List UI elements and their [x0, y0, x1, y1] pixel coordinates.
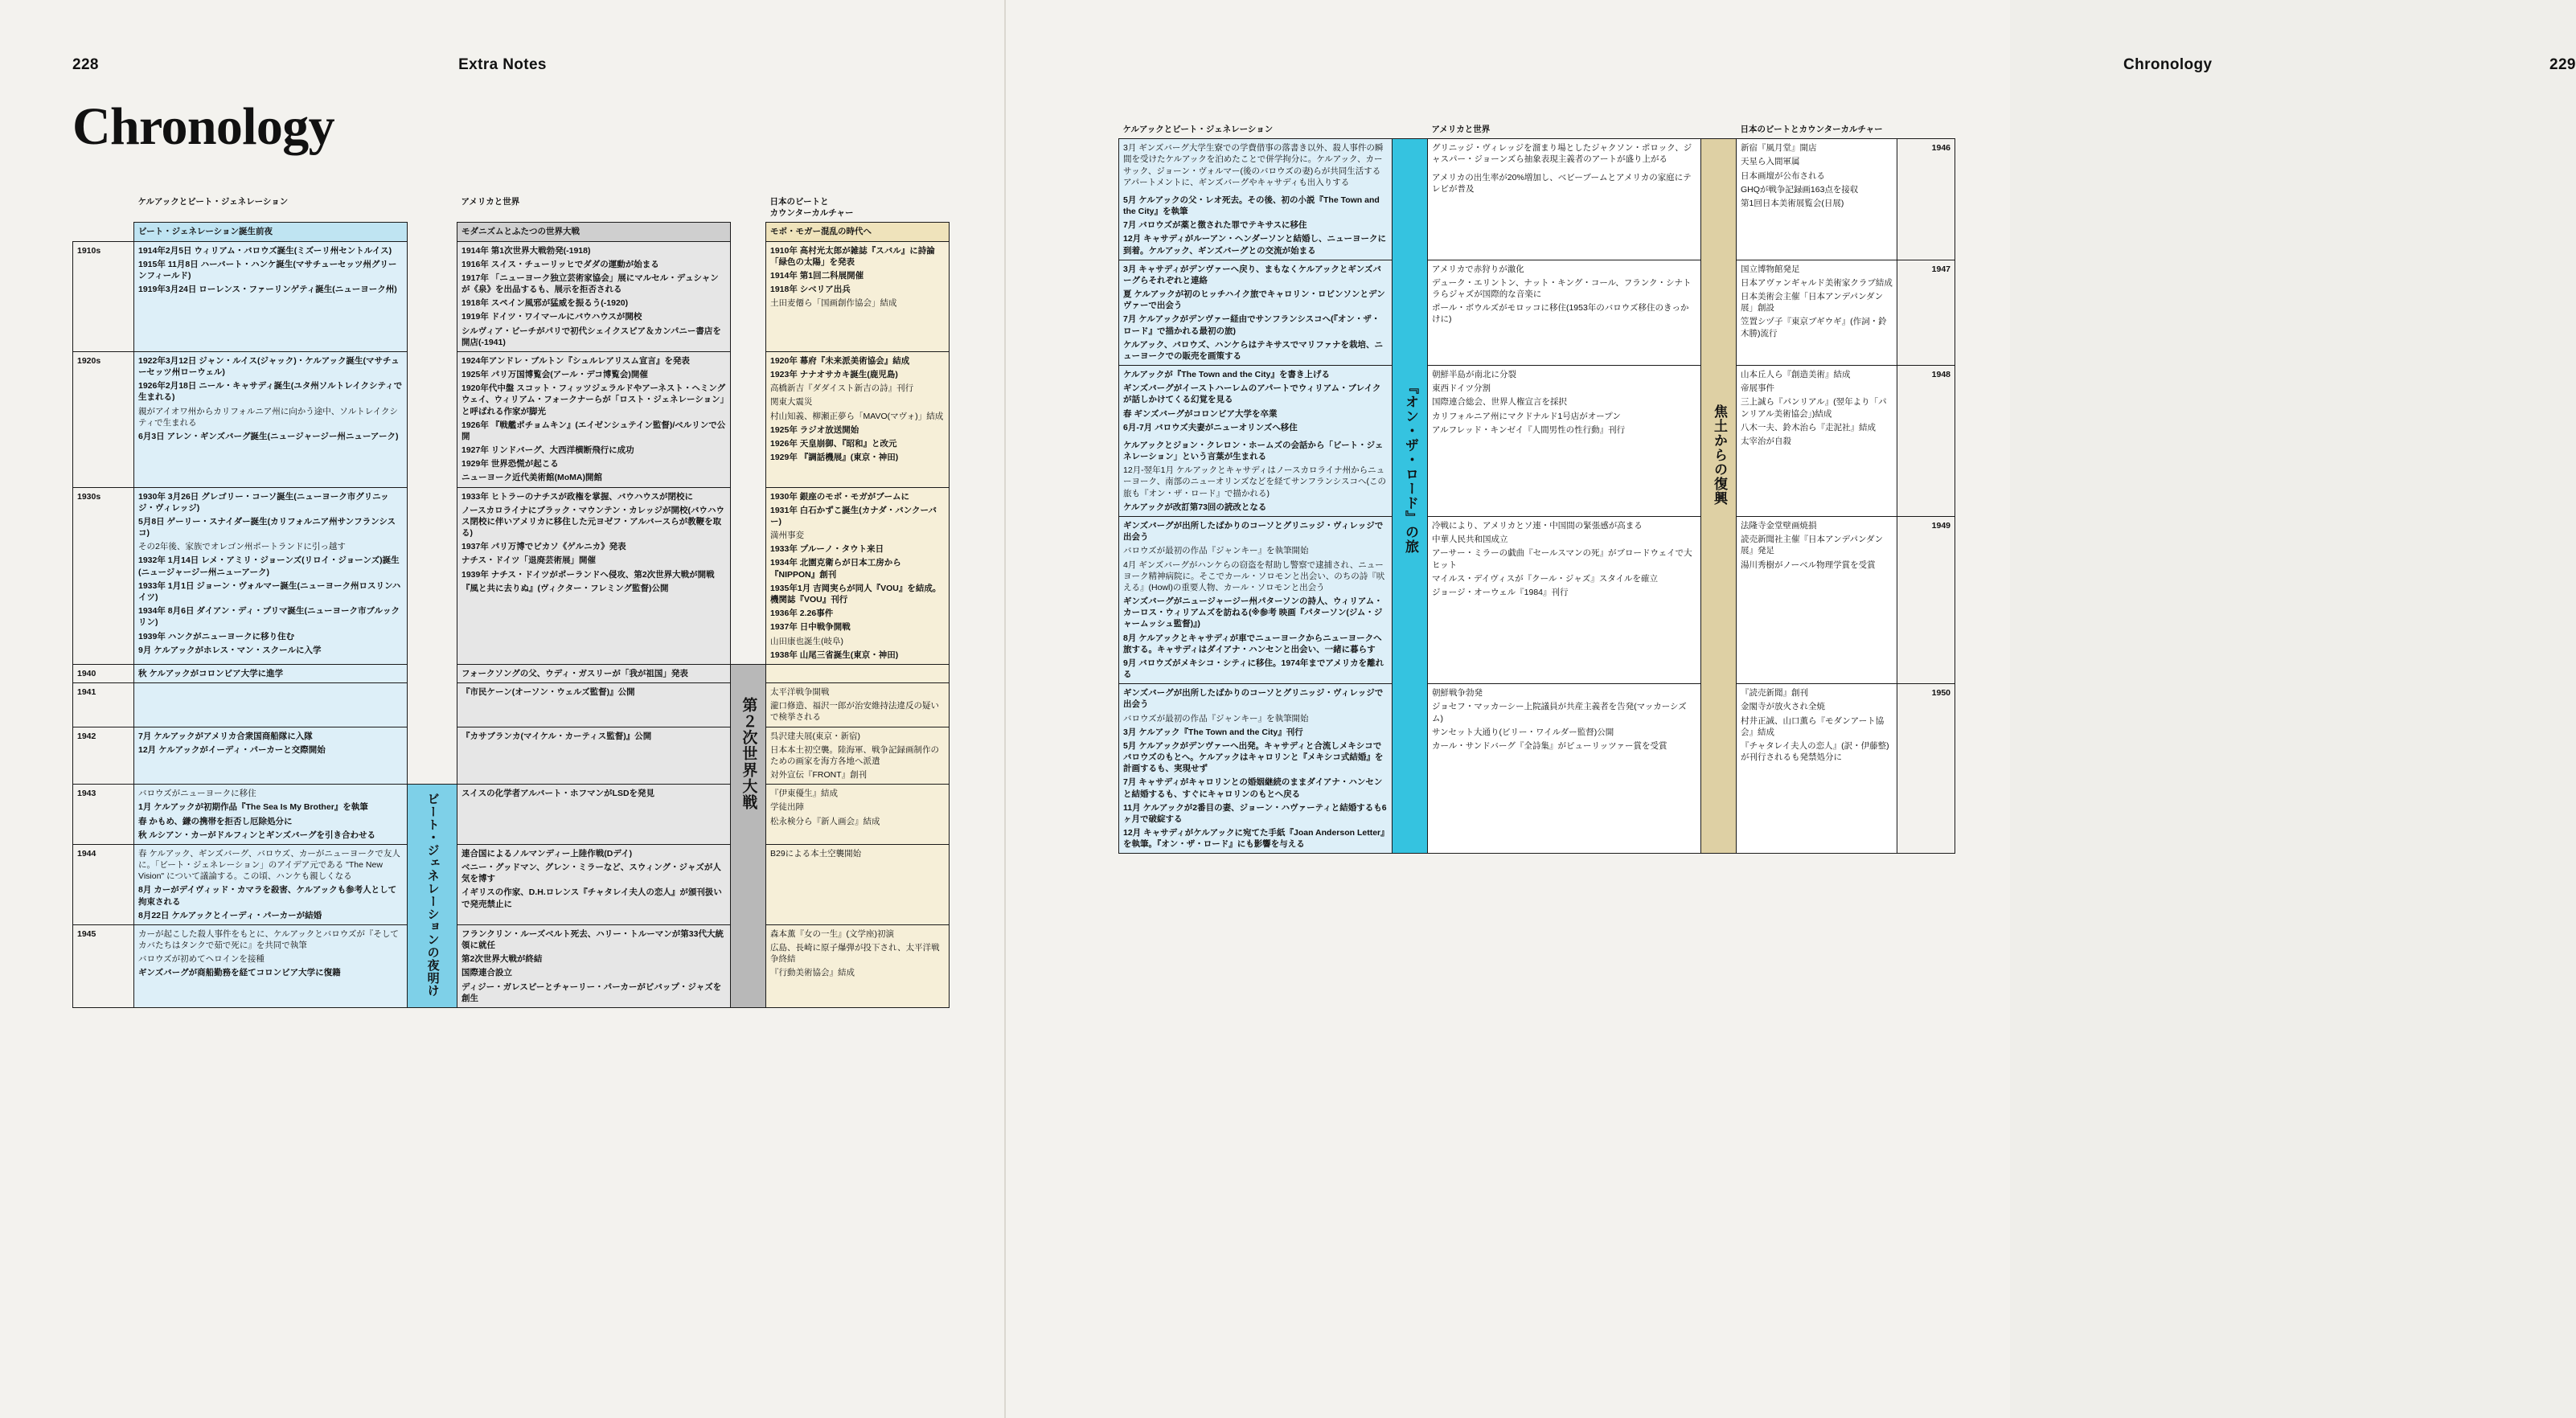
- row-year-label: 1950: [1897, 684, 1955, 854]
- cell-america: 連合国によるノルマンディー上陸作戦(Dデイ) ベニー・グッドマン、グレン・ミラーなど、スウィング・ジャズが人気を博す イギリスの作家、D.H.ロレンス『チャタレイ夫人の恋人』が頒刊扱いで発売禁止に: [457, 844, 731, 924]
- year-column-header: [1897, 121, 1955, 139]
- cell-america: アメリカで赤狩りが激化 デューク・エリントン、ナット・キング・コール、フランク・シナトラらジャズが国際的な音楽に ポール・ボウルズがモロッコに移住(1953年のバロウズ移住のきっかけに): [1428, 260, 1701, 365]
- cell-japan: 『伊東優生』結成 学徒出陣 松永検分ら『新人画会』結成: [766, 785, 950, 845]
- cell-america: スイスの化学者アルバート・ホフマンがLSDを発見: [457, 785, 731, 845]
- row-year-label: 1942: [73, 727, 134, 785]
- page-title: Chronology: [72, 97, 334, 156]
- band-america: モダニズムとふたつの世界大戦: [457, 223, 731, 241]
- vertical-banner-on-the-road: 『オン・ザ・ロード』の旅: [1393, 139, 1428, 854]
- row-year-label: 1910s: [73, 241, 134, 351]
- chronology-table-left: [72, 193, 950, 1008]
- cell-kerouac: 春 ケルアック、ギンズバーグ、バロウズ、カーがニューヨークで友人に。「ビート・ジェネレーション」のアイデア元である "The New Vision" について議論する。この頃、ハンケも親しくなる 8月 カーがデイヴィッド・カマラを殺害、ケルアックも参考人として拘束される 8月22日 ケルアックとイーディ・パーカーが結婚: [134, 844, 408, 924]
- folio-left: 228: [72, 56, 99, 73]
- right-page: [1005, 0, 2576, 1418]
- cell-america: 『カサブランカ(マイケル・カーティス監督)』公開: [457, 727, 731, 785]
- running-head-right: Chronology: [2123, 56, 2213, 73]
- cell-kerouac: 7月 ケルアックがアメリカ合衆国商船隊に入隊 12月 ケルアックがイーディ・パーカーと交際開始: [134, 727, 408, 785]
- running-head-left: Extra Notes: [458, 56, 547, 73]
- col-header-america: アメリカと世界: [457, 193, 731, 223]
- corner-cell: [73, 193, 134, 223]
- cell-america: 朝鮮戦争勃発 ジョセフ・マッカーシー上院議員が共産主義者を告発(マッカーシズム) サンセット大通り(ビリー・ワイルダー監督)公開 カール・サンドバーグ『全詩集』がピューリッツァー賞を受賞: [1428, 684, 1701, 854]
- cell-japan: 呉沢建夫展(東京・新宿) 日本本土初空襲。陸海軍、戦争記録画制作のための画家を海方各地へ派遣 対外宣伝『FRONT』創刊: [766, 727, 950, 785]
- row-year-label: 1944: [73, 844, 134, 924]
- cell-america: グリニッジ・ヴィレッジを溜まり場としたジャクソン・ポロック、ジャスパー・ジョーンズら抽象表現主義者のアートが盛り上がる アメリカの出生率が20%増加し、ベビーブームとアメリカの家庭にテレビが普及: [1428, 139, 1701, 260]
- cell-america: 朝鮮半島が南北に分裂 東西ドイツ分割 国際連合総会、世界人権宣言を採択 カリフォルニア州にマクドナルド1号店がオープン アルフレッド・キンゼイ『人間男性の性行動』刊行: [1428, 366, 1701, 517]
- table-row: [1119, 516, 1955, 683]
- table-row: [73, 844, 950, 924]
- table-row: [1119, 366, 1955, 517]
- cell-kerouac: バロウズがニューヨークに移住 1月 ケルアックが初期作品『The Sea Is My Brother』を執筆 春 かもめ、鎌の携帯を拒否し厄除処分に 秋 ルシアン・カーがドルフィンとギンズバーグを引き合わせる: [134, 785, 408, 845]
- cell-japan: 法隆寺金堂壁画焼損 読売新聞社主催『日本アンデパンダン展』発足 湯川秀樹がノーベル物理学賞を受賞: [1737, 516, 1897, 683]
- spacer-cell-1: [1393, 121, 1428, 139]
- table-row: [73, 727, 950, 785]
- row-year-label: 1940: [73, 664, 134, 682]
- vertical-banner-reconstruction: 焦土からの復興: [1701, 139, 1737, 854]
- row-year-label: 1920s: [73, 351, 134, 487]
- spacer-cell-1: [408, 193, 457, 223]
- col-header-america: アメリカと世界: [1428, 121, 1701, 139]
- table-header-row: [73, 193, 950, 223]
- cell-america: 1914年 第1次世界大戦勃発(-1918) 1916年 スイス・チューリッヒでダダの運動が始まる 1917年 「ニューヨーク独立芸術家協会」展にマルセル・デュシャンが《泉》を出品するも、展示を拒否される 1918年 スペイン風邪が猛威を振るう(-1920) 1919年 ドイツ・ワイマールにバウハウスが開校 シルヴィア・ビーチがパリで初代シェイクスピア＆カンパニー書店を開店(-1941): [457, 241, 731, 351]
- cell-kerouac: 1914年2月5日 ウィリアム・バロウズ誕生(ミズーリ州セントルイス) 1915年 11月8日 ハーバート・ハンケ誕生(マサチューセッツ州グリーンフィールド) 1919年3月24日 ローレンス・ファーリンゲティ誕生(ニューヨーク州): [134, 241, 408, 351]
- band-kerouac: ビート・ジェネレーション誕生前夜: [134, 223, 408, 241]
- col-header-japan: 日本のビートとカウンターカルチャー: [1737, 121, 1897, 139]
- cell-kerouac: ギンズバーグが出所したばかりのコーソとグリニッジ・ヴィレッジで出会う バロウズが最初の作品『ジャンキー』を執筆開始 3月 ケルアック『The Town and the City』刊行 5月 ケルアックがデンヴァーへ出発。キャサディと合流しメキシコでバロウズのもとへ。ケルアックはキャロリンと『メキシコ式結婚』を計画するも、実現せず 7月 キャサディがキャロリンとの婚姻継続のままダイアナ・ハンセンと結婚するも、すぐにキャロリンのもとへ戻る 11月 ケルアックが2番目の妻、ジョーン・ハヴァーティと結婚するも6ヶ月で破綻する 12月 キャサディがケルアックに宛てた手紙『Joan Anderson Letter』を執筆。『オン・ザ・ロード』にも影響を与える: [1119, 684, 1393, 854]
- row-year-label: 1945: [73, 924, 134, 1007]
- table-row: [73, 785, 950, 845]
- table-row: [73, 664, 950, 682]
- cell-america: 1924年アンドレ・ブルトン『シュルレアリスム宣言』を発表 1925年 パリ万国博覧会(アール・デコ博覧会)開催 1920年代中盤 スコット・フィッツジェラルドやアーネスト・ヘミングウェイ、ウィリアム・フォークナーらが「ロスト・ジェネレーション」と呼ばれる作家が脚光 1926年 『戦艦ポチョムキン』(エイゼンシュテイン監督)/ベルリンで公開 1927年 リンドバーグ、大西洋横断飛行に成功 1929年 世界恐慌が起こる ニューヨーク近代美術館(MoMA)開館: [457, 351, 731, 487]
- row-year-label: 1947: [1897, 260, 1955, 365]
- cell-japan: B29による本土空襲開始: [766, 844, 950, 924]
- cell-japan: 森本薫『女の一生』(文学座)初演 広島、長崎に原子爆弾が投下され、太平洋戦争終結 『行動美術協会』結成: [766, 924, 950, 1007]
- cell-america: フランクリン・ルーズベルト死去、ハリー・トルーマンが第33代大統領に就任 第2次世界大戦が終結 国際連合設立 ディジー・ガレスピーとチャーリー・パーカーがビバップ・ジャズを創生: [457, 924, 731, 1007]
- row-year-label: 1948: [1897, 366, 1955, 517]
- vertical-banner-wwii: 第２次世界大戦: [731, 664, 766, 1007]
- row-year-label: 1946: [1897, 139, 1955, 260]
- table-row: [73, 487, 950, 664]
- cell-kerouac: 3月 キャサディがデンヴァーへ戻り、まもなくケルアックとギンズバーグらそれぞれと連絡 夏 ケルアックが初のヒッチハイク旅でキャロリン・ロビンソンとデンヴァーで出会う 7月 ケルアックがデンヴァー経由でサンフランシスコへ(『オン・ザ・ロード』で描かれる最初の旅) ケルアック、バロウズ、ハンケらはテキサスでマリファナを栽培、ニューヨークでの販売を画策する: [1119, 260, 1393, 365]
- col-header-japan: 日本のビートと カウンターカルチャー: [766, 193, 950, 223]
- cell-kerouac: カーが起こした殺人事件をもとに、ケルアックとバロウズが『そしてカバたちはタンクで茹で死に』を共同で執筆 バロウズが初めてヘロインを接種 ギンズバーグが商船勤務を経てコロンビア大学に復籍: [134, 924, 408, 1007]
- folio-right: 229: [2549, 56, 2576, 73]
- row-year-label: 1941: [73, 683, 134, 727]
- left-page: [0, 0, 1005, 1418]
- cell-japan: 新宿『風月堂』開店 天星ら入間軍属 日本画壇が公布される GHQが戦争記録画163点を接収 第1回日本美術展覧会(日展): [1737, 139, 1897, 260]
- table-row: [73, 683, 950, 727]
- cell-japan: 1920年 幕府『未来派美術協会』結成 1923年 ナナオサカキ誕生(鹿児島) 高橋新吉『ダダイスト新吉の詩』刊行 関東大震災 村山知義、柳瀬正夢ら「MAVO(マヴォ)」結成 1925年 ラジオ放送開始 1926年 天皇崩御、『昭和』と改元 1929年 『調話機展』(東京・神田): [766, 351, 950, 487]
- cell-kerouac: 1922年3月12日 ジャン・ルイス(ジャック)・ケルアック誕生(マサチューセッツ州ローウェル) 1926年2月18日 ニール・キャサディ誕生(ユタ州ソルトレイクシティで生まれる) 親がアイオワ州からカリフォルニア州に向かう途中、ソルトレイクシティで生まれる 6月3日 アレン・ギンズバーグ誕生(ニュージャージー州ニューアーク): [134, 351, 408, 487]
- table-row: [1119, 139, 1955, 260]
- cell-america: 1933年 ヒトラーのナチスが政権を掌握、バウハウスが閉校に ノースカロライナにブラック・マウンテン・カレッジが開校(バウハウス閉校に伴いアメリカに移住した元ヨゼフ・アルバースらが教鞭を取る) 1937年 パリ万博でピカソ《ゲルニカ》発表 ナチス・ドイツ「退廃芸術展」開催 1939年 ナチス・ドイツがポーランドへ侵攻、第2次世界大戦が開戦 『風と共に去りぬ』(ヴィクター・フレミング監督)公開: [457, 487, 731, 664]
- col-header-kerouac: ケルアックとビート・ジェネレーション: [134, 193, 408, 223]
- cell-kerouac: 1930年 3月26日 グレゴリー・コーソ誕生(ニューヨーク市グリニッジ・ヴィレッジ) 5月8日 ゲーリー・スナイダー誕生(カリフォルニア州サンフランシスコ) その2年後、家族でオレゴン州ポートランドに引っ越す 1932年 1月14日 レメ・アミリ・ジョーンズ(リロイ・ジョーンズ)誕生(ニュージャージー州ニューアーク) 1933年 1月1日 ジョーン・ヴォルマー誕生(ニューヨーク州ロスリンハイツ) 1934年 8月6日 ダイアン・ディ・プリマ誕生(ニューヨーク市ブルックリン) 1939年 ハンクがニューヨークに移り住む 9月 ケルアックがホレス・マン・スクールに入学: [134, 487, 408, 664]
- col-header-kerouac: ケルアックとビート・ジェネレーション: [1119, 121, 1393, 139]
- table-row: [73, 241, 950, 351]
- cell-america: 『市民ケーン(オーソン・ウェルズ監督)』公開: [457, 683, 731, 727]
- cell-japan: 1910年 高村光太郎が雑誌『スバル』に詩論「緑色の太陽」を発表 1914年 第1回二科展開催 1918年 シベリア出兵 土田麦僊ら「国画創作協会」結成: [766, 241, 950, 351]
- table-row: [73, 924, 950, 1007]
- cell-kerouac: 3月 ギンズバーグ大学生寮での学費借事の落書き以外、殺人事件の瞬間を受けたケルアックを泊めたことで併学拘分に。ケルアック、カーサック、ジョーン・ヴォルマー(後のバロウズの妻)らが共同生活するアパートメントに、ギンズバーグやキャサディも出入りする 5月 ケルアックの父・レオ死去。その後、初の小説『The Town and the City』を執筆 7月 バロウズが薬と徴された罪でテキサスに移住 12月 キャサディがルーアン・ヘンダーソンと結婚し、ニューヨークに到着。ケルアック、ギンズバーグとの交流が始まる: [1119, 139, 1393, 260]
- row-year-label: 1930s: [73, 487, 134, 664]
- vertical-banner-beat-dawn: ビート・ジェネレーションの夜明け: [408, 785, 457, 1008]
- chronology-table-right: [1118, 121, 1955, 854]
- cell-japan: 国立博物館発足 日本アヴァンギャルド美術家クラブ結成 日本美術会主催「日本アンデパンダン展」創設 笠置シヅ子『東京ブギウギ』(作詞・鈴木勝)流行: [1737, 260, 1897, 365]
- spacer-cell-2: [731, 193, 766, 223]
- row-year-label: 1943: [73, 785, 134, 845]
- table-row: [73, 351, 950, 487]
- band-row: [73, 223, 950, 241]
- band-japan: モボ・モガー混乱の時代へ: [766, 223, 950, 241]
- cell-japan: 『読売新聞』創刊 金閣寺が放火され全焼 村井正誠、山口薫ら『モダンアート協会』結成 『チャタレイ夫人の恋人』(訳・伊藤整)が刊行されるも発禁処分に: [1737, 684, 1897, 854]
- table-header-row: [1119, 121, 1955, 139]
- cell-america: フォークソングの父、ウディ・ガスリーが「我が祖国」発表: [457, 664, 731, 682]
- table-row: [1119, 684, 1955, 854]
- cell-kerouac: ギンズバーグが出所したばかりのコーソとグリニッジ・ヴィレッジで出会う バロウズが最初の作品『ジャンキー』を執筆開始 4月 ギンズバーグがハンケらの窃盗を幇助し警察で逮捕され、ニューヨーク精神病院に。そこでカール・ソロモンと出会い、のちの詩『吠える』(Howl)の重要人物、カール・ソロモンと出会う ギンズバーグがニュージャージー州パターソンの詩人、ウィリアム・カーロス・ウィリアムズを訪ねる(※参考 映画『パターソン(ジム・ジャームッシュ監督)』) 8月 ケルアックとキャサディが車でニューヨークからニューヨークへ旅する。キャサディはダイアナ・ハンセンと出会い、一緒に暮らす 9月 バロウズがメキシコ・シティに移住。1974年までアメリカを離れる: [1119, 516, 1393, 683]
- cell-japan: 太平洋戦争開戦 瀧口修造、福沢一郎が治安維持法違反の疑いで検挙される: [766, 683, 950, 727]
- table-row: [1119, 260, 1955, 365]
- row-year-label: 1949: [1897, 516, 1955, 683]
- cell-kerouac: ケルアックが『The Town and the City』を書き上げる ギンズバーグがイーストハーレムのアパートでウィリアム・ブレイクが話しかけてくる幻覚を見る 春 ギンズバーグがコロンビア大学を卒業 6月-7月 バロウズ夫妻がニューオリンズへ移住 ケルアックとジョン・クレロン・ホームズの会話から「ビート・ジェネレーション」という言葉が生まれる 12月-翌年1月 ケルアックとキャサディはノースカロライナ州からニューヨーク、南部のニューオリンズなどを経てサンフランシスコへ(この旅も『オン・ザ・ロード』で描かれる) ケルアックが改訂第73回の読改となる: [1119, 366, 1393, 517]
- cell-japan: 1930年 銀座のモボ・モガがブームに 1931年 白石かずこ誕生(カナダ・バンクーバー) 満州事変 1933年 プルーノ・タウト来日 1934年 北園克衛らが日本工房から『NIPPON』創刊 1935年1月 吉岡実らが同人『VOU』を結成。機関誌『VOU』刊行 1936年 2.26事件 1937年 日中戦争開戦 山田康也誕生(岐阜) 1938年 山尾三省誕生(東京・神田): [766, 487, 950, 664]
- cell-japan: [766, 664, 950, 682]
- cell-kerouac: [134, 683, 408, 727]
- cell-kerouac: 秋 ケルアックがコロンビア大学に進学: [134, 664, 408, 682]
- cell-america: 冷戦により、アメリカとソ連・中国間の緊張感が高まる 中華人民共和国成立 アーサー・ミラーの戯曲『セールスマンの死』がブロードウェイで大ヒット マイルス・デイヴィスが『クール・ジャズ』スタイルを確立 ジョージ・オーウェル『1984』刊行: [1428, 516, 1701, 683]
- spacer-cell-2: [1701, 121, 1737, 139]
- cell-japan: 山本丘人ら『創造美術』結成 帝展事件 三上誠ら『パンリアル』(翌年より「パンリアル美術協会」)結成 八木一夫、鈴木治ら『走泥社』結成 太宰治が自殺: [1737, 366, 1897, 517]
